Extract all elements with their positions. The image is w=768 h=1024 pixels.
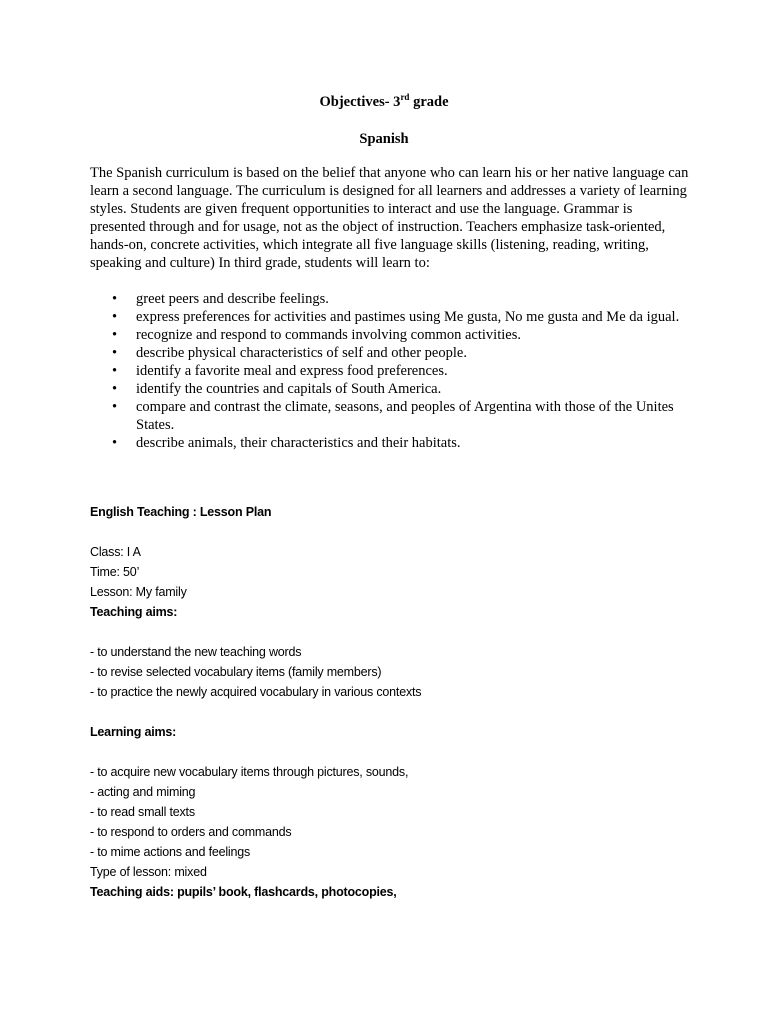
learning-aim-item: - to respond to orders and commands [90, 825, 292, 839]
learning-aim-item: - to acquire new vocabulary items through pictures, sounds, [90, 765, 409, 779]
objectives-list [90, 290, 690, 452]
title-suffix: grade [409, 94, 449, 110]
bullet-icon: • [112, 309, 118, 325]
type-of-lesson-line: Type of lesson: mixed [90, 865, 207, 879]
bullet-icon: • [112, 345, 118, 361]
learning-aim-item: - to mime actions and feelings [90, 845, 251, 859]
time-line: Time: 50’ [90, 565, 140, 579]
spacer [90, 522, 690, 542]
list-item [90, 434, 690, 452]
document-subtitle: Spanish [359, 131, 409, 147]
teaching-aim-item: - to understand the new teaching words [90, 645, 302, 659]
list-item [90, 362, 690, 380]
title-superscript: rd [400, 92, 410, 103]
bullet-icon: • [112, 435, 118, 451]
spacer [90, 742, 690, 762]
learning-aim-item: - to read small texts [90, 805, 195, 819]
list-item-text: identify the countries and capitals of South America. [136, 381, 442, 397]
list-item [90, 308, 690, 326]
document-title [0, 93, 768, 111]
teaching-aim-item: - to practice the newly acquired vocabulary in various contexts [90, 685, 422, 699]
list-item-text: greet peers and describe feelings. [136, 291, 329, 307]
lesson-line: Lesson: My family [90, 585, 187, 599]
list-item [90, 290, 690, 308]
bullet-icon: • [112, 381, 118, 397]
intro-paragraph: The Spanish curriculum is based on the belief that anyone who can learn his or her native language can learn a second language. The curriculum is designed for all learners and addresses a variety of learning styles. Students are given frequent opportunities to interact and use the language. Grammar is presented through and for usage, not as the object of instruction. Teachers emphasize task-oriented, hands-on, concrete activities, which integrate all five language skills (listening, reading, writing, speaking and culture) In third grade, students will learn to: [90, 165, 689, 271]
teaching-aids-line: Teaching aids: pupils’ book, flashcards, photocopies, [90, 885, 397, 899]
learning-aim-item: - acting and miming [90, 785, 196, 799]
list-item [90, 398, 690, 434]
list-item [90, 380, 690, 398]
list-item [90, 344, 690, 362]
bullet-icon: • [112, 399, 118, 415]
bullet-icon: • [112, 291, 118, 307]
title-text: Objectives- 3 [319, 94, 401, 110]
list-item-text: express preferences for activities and pastimes using Me gusta, No me gusta and Me da igual. [136, 309, 680, 325]
list-item-text: describe physical characteristics of self and other people. [136, 345, 467, 361]
learning-aims-label: Learning aims: [90, 725, 177, 739]
list-item-text: identify a favorite meal and express food preferences. [136, 363, 448, 379]
spacer [90, 622, 690, 642]
spacer [90, 702, 690, 722]
list-item-text: recognize and respond to commands involving common activities. [136, 327, 521, 343]
lesson-plan-section [90, 502, 690, 902]
class-line: Class: I A [90, 545, 141, 559]
teaching-aim-item: - to revise selected vocabulary items (family members) [90, 665, 382, 679]
lesson-plan-heading: English Teaching : Lesson Plan [90, 505, 272, 519]
bullet-icon: • [112, 363, 118, 379]
bullet-icon: • [112, 327, 118, 343]
list-item-text: describe animals, their characteristics and their habitats. [136, 435, 461, 451]
list-item-text: compare and contrast the climate, seasons, and peoples of Argentina with those of the Unites States. [136, 399, 674, 433]
teaching-aims-label: Teaching aims: [90, 605, 178, 619]
list-item [90, 326, 690, 344]
